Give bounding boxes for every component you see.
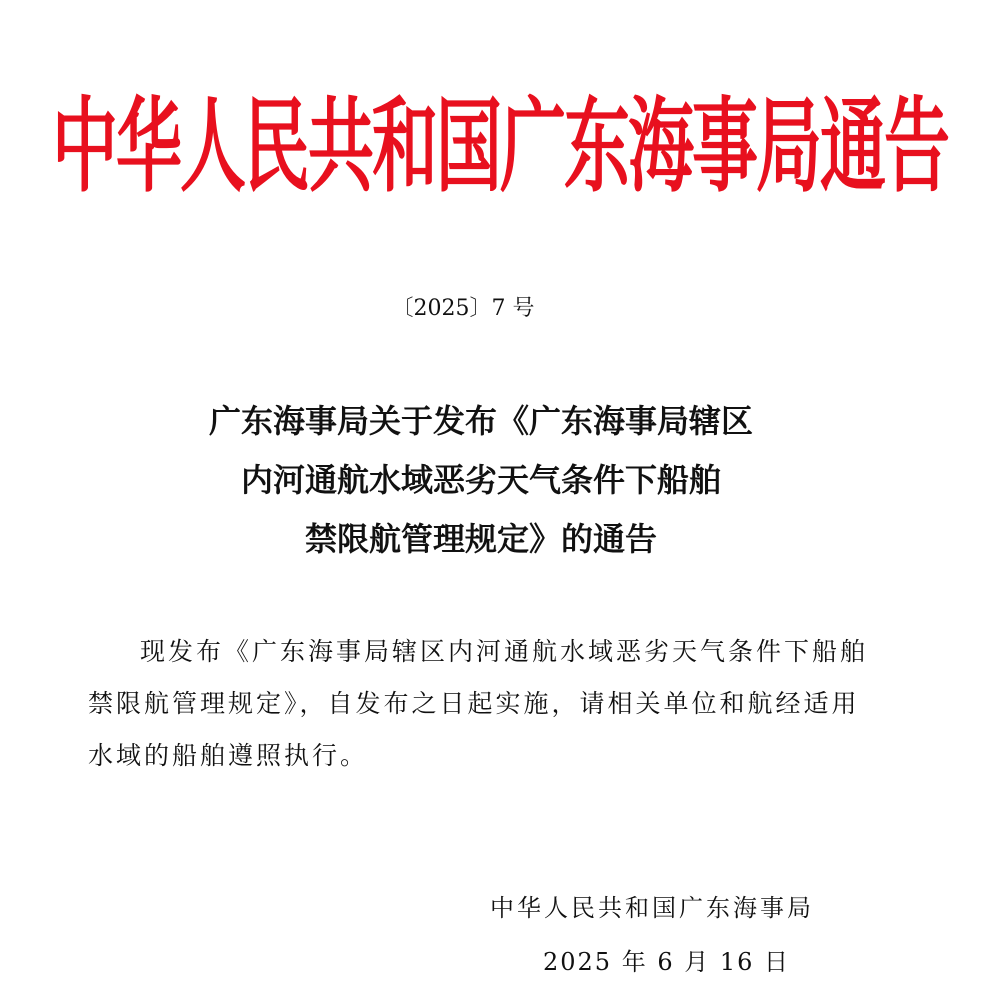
notice-body (88, 626, 878, 782)
notice-body-line: 禁限航管理规定》，自发布之日起实施，请相关单位和航经适用 (88, 689, 860, 718)
notice-title-line: 广东海事局关于发布《广东海事局辖区 (208, 402, 753, 440)
notice-body-line: 水域的船舶遵照执行。 (88, 741, 369, 770)
issuer-name: 中华人民共和国广东海事局 (490, 894, 814, 922)
notice-title (0, 392, 962, 569)
masthead-title: 中华人民共和国广东海事局通告 (52, 86, 948, 207)
notice-title-line: 禁限航管理规定》的通告 (304, 520, 657, 558)
document-number: 〔2025〕7 号 (391, 296, 535, 321)
notice-body-line: 现发布《广东海事局辖区内河通航水域恶劣天气条件下船舶 (140, 637, 869, 666)
notice-title-line: 内河通航水域恶劣天气条件下船舶 (240, 461, 721, 499)
issue-date: 2025 年 6 月 16 日 (543, 948, 791, 976)
